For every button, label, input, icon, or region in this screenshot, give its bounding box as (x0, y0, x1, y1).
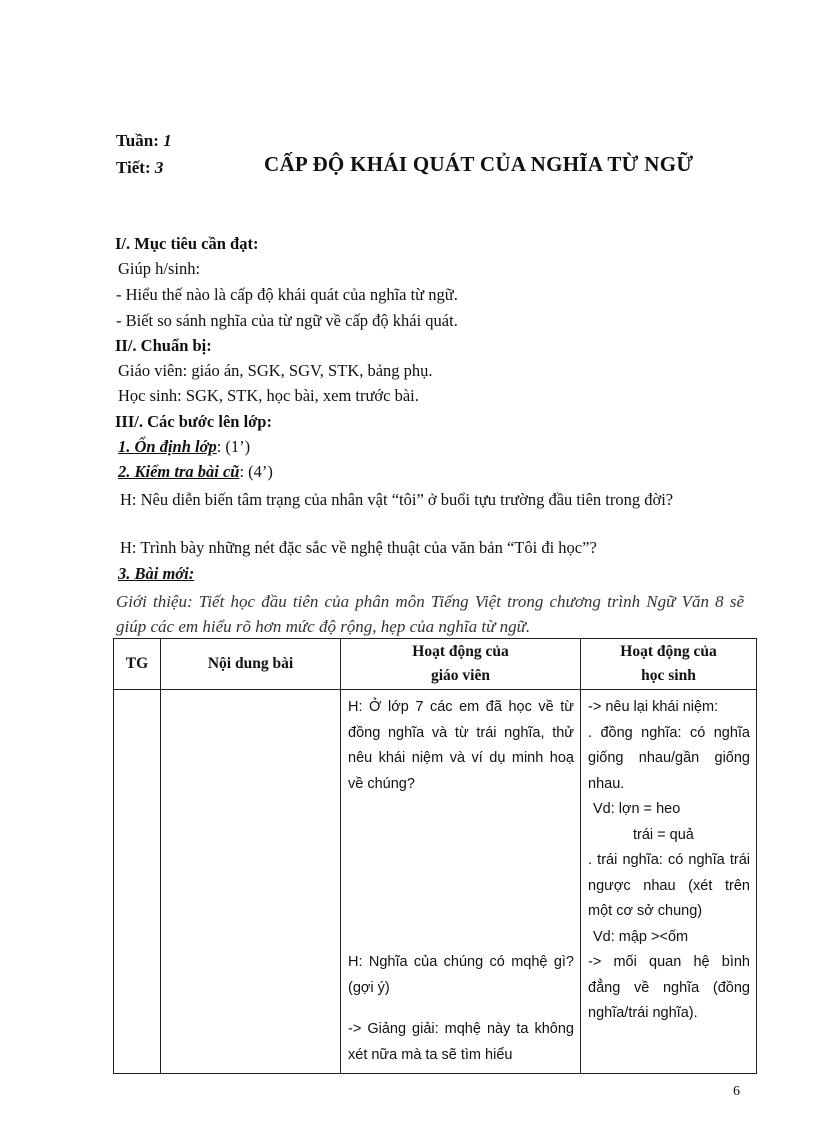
student-synonym-def: . đồng nghĩa: có nghĩa giống nhau/gần giống nhau. (588, 724, 750, 792)
step-1 (118, 437, 250, 457)
cell-tg (114, 690, 161, 1074)
table-header-row (114, 639, 757, 690)
objectives-heading: I/. Mục tiêu cần đạt: (115, 234, 259, 253)
column-header-teacher-line1: Hoạt động của (412, 643, 509, 660)
column-header-student-line2: học sinh (641, 667, 696, 684)
page-number: 6 (733, 1084, 740, 1099)
week-line (116, 131, 172, 151)
cell-teacher-activity (341, 690, 581, 1074)
step-2-label: 2. Kiểm tra bài cũ (118, 462, 240, 481)
step-3-colon: : (188, 564, 195, 583)
step-1-time: : (1’) (216, 437, 251, 456)
period-label: Tiết: (116, 158, 151, 177)
week-value: 1 (163, 131, 172, 150)
teacher-question-1: H: Ở lớp 7 các em đã học về từ đồng nghĩa và từ trái nghĩa, thử nêu khái niệm và ví dụ minh hoạ về chúng? (348, 699, 574, 792)
review-question-2: H: Trình bày những nét đặc sắc về nghệ thuật của văn bản “Tôi đi học”? (120, 538, 597, 557)
period-value: 3 (154, 158, 164, 177)
column-header-student (581, 639, 757, 690)
period-line (116, 158, 163, 178)
student-antonym-def: . trái nghĩa: có nghĩa trái ngược nhau (xét trên một cơ sở chung) (588, 852, 750, 919)
column-header-teacher (341, 639, 581, 690)
page-title: CẤP ĐỘ KHÁI QUÁT CỦA NGHĨA TỪ NGỮ (264, 152, 694, 176)
lesson-table (113, 638, 757, 1074)
student-synonym-example-1: Vd: lợn = heo (593, 801, 681, 817)
preparation-teacher: Giáo viên: giáo án, SGK, SGV, STK, bảng phụ. (118, 361, 433, 380)
objective-item: - Biết so sánh nghĩa của từ ngữ về cấp độ khái quát. (116, 311, 458, 330)
step-1-label: 1. Ổn định lớp (118, 437, 217, 456)
column-header-content: Nội dung bài (161, 639, 341, 690)
student-synonym-example-2: trái = quả (633, 826, 694, 843)
objective-item: - Hiểu thế nào là cấp độ khái quát của nghĩa từ ngữ. (116, 285, 458, 304)
step-3-label: 3. Bài mới (118, 564, 189, 583)
cell-content (161, 690, 341, 1074)
column-header-teacher-line2: giáo viên (431, 667, 490, 684)
step-2-time: : (4’) (239, 462, 273, 481)
steps-heading: III/. Các bước lên lớp: (115, 412, 272, 431)
column-header-student-line1: Hoạt động của (620, 643, 717, 660)
student-relation: -> mối quan hệ bình đẳng về nghĩa (đồng nghĩa/trái nghĩa). (588, 954, 750, 1021)
teacher-explanation: -> Giảng giải: mqhệ này ta không xét nữa mà ta sẽ tìm hiểu (348, 1021, 574, 1063)
objectives-intro: Giúp h/sinh: (118, 259, 201, 278)
week-label: Tuần: (116, 131, 159, 150)
column-header-tg: TG (114, 639, 161, 690)
lesson-intro: Giới thiệu: Tiết học đầu tiên của phân môn Tiếng Việt trong chương trình Ngữ Văn 8 sẽ giúp các em hiểu rõ hơn mức độ rộng, hẹp của nghĩa từ ngữ. (116, 592, 744, 636)
preparation-heading: II/. Chuẩn bị: (115, 336, 212, 355)
review-question-1: H: Nêu diễn biến tâm trạng của nhân vật “tôi” ở buổi tựu trường đầu tiên trong đời? (120, 490, 674, 509)
student-antonym-example: Vd: mập ><ốm (593, 928, 689, 945)
preparation-student: Học sinh: SGK, STK, học bài, xem trước bài. (118, 386, 419, 405)
cell-student-activity (581, 690, 757, 1074)
step-3 (118, 564, 194, 584)
teacher-question-2: H: Nghĩa của chúng có mqhệ gì? (gợi ý) (348, 954, 574, 996)
table-row (114, 690, 757, 1074)
step-2 (118, 462, 273, 482)
student-answer-intro: -> nêu lại khái niệm: (588, 699, 719, 715)
